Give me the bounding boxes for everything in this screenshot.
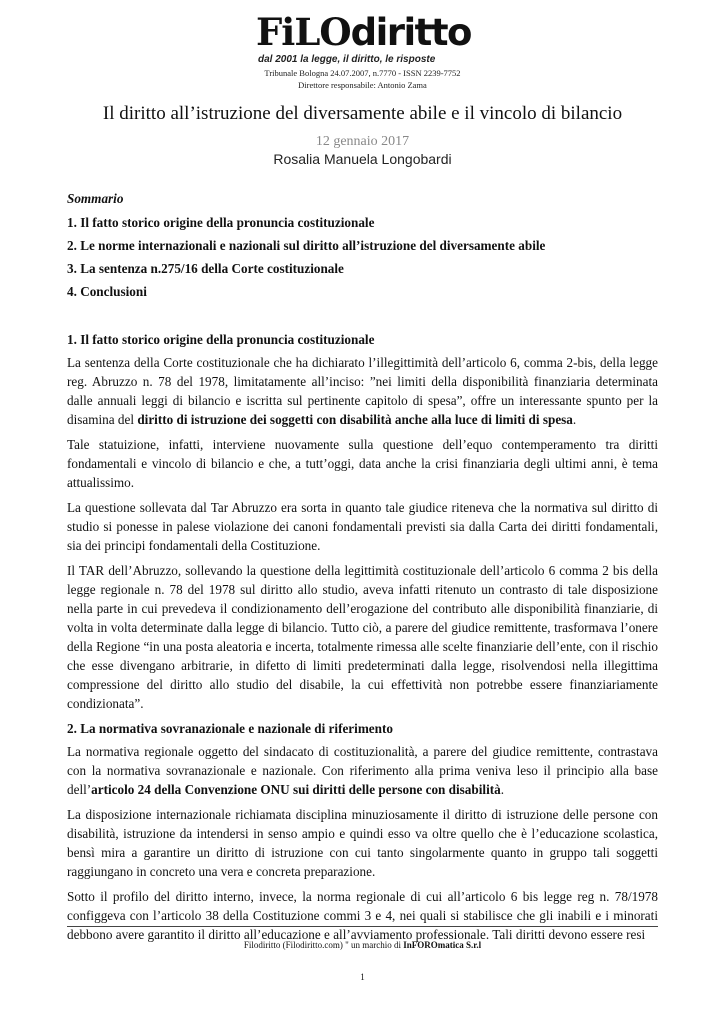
article-body (67, 189, 658, 950)
article-date: 12 gennaio 2017 (315, 134, 410, 149)
page-number: 1 (360, 972, 365, 982)
logo-fi: FiLO (256, 10, 351, 54)
logo-wordmark (256, 12, 471, 53)
paragraph: Il TAR dell’Abruzzo, sollevando la questione della legittimità costituzionale dell’articolo 6 comma 2 bis della legge regionale n. 78 del 1978 sul diritto allo studio, aveva infatti ritenuto un contrasto di tale disposizione nella parte in cui prevedeva il condizionamento dell’erogazione del contributo alle disponibilità finanziarie, di volta in volta determinate dalla legge di bilancio. Tutto ciò, a parere del giudice remittente, trasformava l’onere della Regione “in una posta aleatoria e incerta, totalmente rimessa alle scelte finanziarie dell’ente, con il rischio che esse divengano arbitrarie, in difetto di limiti predeterminati dalla legge, risolvendosi nella illegittima compressione del diritto allo studio del disabile, la cui effettività non potrebbe essere finanziariamente condizionata”. (67, 563, 658, 711)
article-author: Rosalia Manuela Longobardi (273, 151, 452, 167)
logo-diritto: diritto (350, 11, 471, 54)
section-heading: 2. La normativa sovranazionale e nazionale di riferimento (67, 721, 393, 736)
paragraph: La sentenza della Corte costituzionale che ha dichiarato l’illegittimità dell’articolo 6, comma 2-bis, della legge reg. Abruzzo n. 78 del 1978, limitatamente all’inciso: ”nei limiti della disponibilità finanziaria determinata dalle annuali leggi di bilancio e iscritta sul pertinente capitolo di spesa”, offre un interessante spunto per la disamina del diritto di istruzione dei soggetti con disabilità anche alla luce di limiti di spesa. (67, 355, 658, 427)
logo-tagline: dal 2001 la legge, il diritto, le risposte (258, 54, 436, 65)
summary-item: 2. Le norme internazionali e nazionali sul diritto all’istruzione del diversamente abile (67, 238, 546, 253)
paragraph: La disposizione internazionale richiamata disciplina minuziosamente il diritto di istruzione delle persone con disabilità, istruzione da intendersi in senso ampio e quindi esso va oltre quello che è l’educazione scolastica, bensì mira a garantire un diritto di istruzione con cui tanto singolarmente quanto in gruppo tali soggetti raggiungano in concreto una vera e concreta preparazione. (67, 807, 658, 879)
publisher-name: InFOROmatica S.r.l (403, 940, 482, 950)
paragraph: La questione sollevata dal Tar Abruzzo era sorta in quanto tale giudice riteneva che la normativa sul diritto di studio si ponesse in palese violazione dei canoni fondamentali previsti sia dalla Carta dei diritti fondamentali, sia dei principi fondamentali della Costituzione. (67, 500, 658, 553)
paragraph: Tale statuizione, infatti, interviene nuovamente sulla questione dell’equo contemperamento tra diritti fondamentali e vincolo di bilancio e che, a tutt’oggi, data anche la crisi finanziaria degli ultimi anni, è tema attualissimo. (67, 437, 658, 490)
paragraph: La normativa regionale oggetto del sindacato di costituzionalità, a parere del giudice remittente, contrastava con la normativa sovranazionale e nazionale. Con riferimento alla prima veniva leso il principio alla base dell’articolo 24 della Convenzione ONU sui diritti delle persone con disabilità. (67, 744, 658, 797)
section-heading: 1. Il fatto storico origine della pronuncia costituzionale (67, 332, 375, 347)
filodiritto-logo (256, 12, 470, 64)
registration-info: Tribunale Bologna 24.07.2007, n.7770 - ISSN 2239-7752 (264, 68, 461, 78)
summary-item: 1. Il fatto storico origine della pronuncia costituzionale (67, 215, 375, 230)
summary-title: Sommario (67, 191, 124, 206)
footer-credit: Filodiritto (Filodiritto.com) " un marchio di InFOROmatica S.r.l (243, 940, 482, 950)
director-info: Direttore responsabile: Antonio Zama (298, 80, 427, 90)
bold-emphasis: diritto di istruzione dei soggetti con disabilità anche alla luce di limiti di spesa (137, 412, 573, 427)
summary-item: 4. Conclusioni (67, 284, 147, 299)
article-title: Il diritto all’istruzione del diversamente abile e il vincolo di bilancio (102, 103, 623, 124)
paragraph: Sotto il profilo del diritto interno, invece, la norma regionale di cui all’articolo 6 bis legge reg n. 78/1978 configgeva con l’articolo 38 della Costituzione commi 3 e 4, nei quali si stabilisce che gli inabili e i minorati debbono avere garantito il diritto all’educazione e all’avviamento professionale. Tali diritti devono essere resi (67, 889, 658, 942)
footer-divider (67, 926, 658, 927)
bold-emphasis: articolo 24 della Convenzione ONU sui diritti delle persone con disabilità (91, 782, 501, 797)
summary-item: 3. La sentenza n.275/16 della Corte costituzionale (67, 261, 344, 276)
summary (67, 189, 658, 301)
